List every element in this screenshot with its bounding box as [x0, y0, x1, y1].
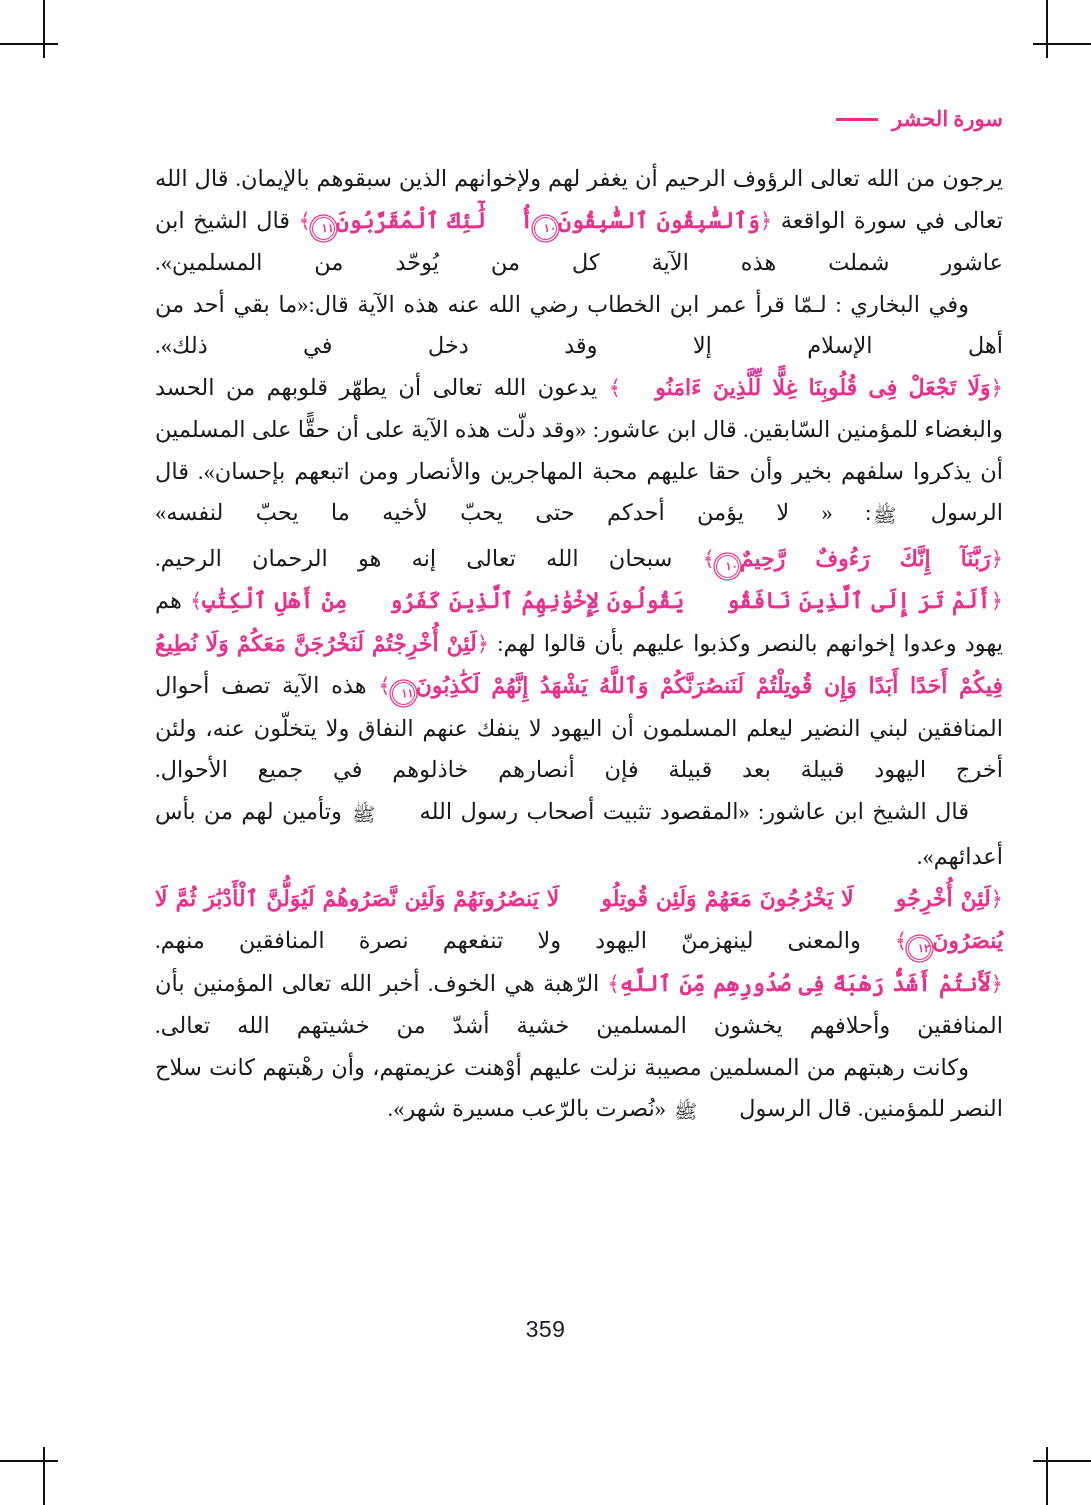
- salawat-icon: ﷺ: [674, 1102, 698, 1123]
- paragraph: [155, 878, 1003, 963]
- text-column: [155, 158, 1003, 1134]
- body-text: وفي البخاري : لـمّا قرأ عمر ابن الخطاب رضي الله عنه هذه الآية قال:«ما بقي أحد من أهل الإسلام إلا وقد دخل في ذلك».: [155, 291, 1003, 358]
- body-text: : « لا يؤمن أحدكم حتى يحبّ لأخيه ما يحبّ لنفسه»: [155, 500, 872, 525]
- crop-mark-top-right-vertical: [1046, 0, 1048, 58]
- paragraph: [155, 158, 1003, 284]
- body-text: وكانت رهبتهم من المسلمين مصيبة نزلت عليهم أوْهنت عزيمتهم، وأن رهْبتهم كانت سلاح النصر للمؤمنين. قال الرسول: [155, 1054, 1003, 1121]
- body-text: والمعنى لينهزمنّ اليهود ولا تنفعهم نصرة المنافقين منهم.: [155, 928, 895, 953]
- crop-mark-top-left-vertical: [43, 0, 45, 58]
- salawat-icon: ﷺ: [873, 506, 897, 527]
- body-text: «نُصرت بالرّعب مسيرة شهر».: [387, 1096, 673, 1121]
- body-text: يدعون الله تعالى أن يطهّر قلوبهم من الحسد والبغضاء للمؤمنين السّابقين. قال ابن عاشور: «وقد دلّت هذه الآية على أن حقًّا على المسلمين أن يذكروا سلفهم بخير وأن حقا عليهم محبة المهاجرين والأنصار ومن اتبعهم بإحسان». قال الرسول: [155, 374, 1003, 525]
- verse-number-medallion: ١٢: [908, 937, 931, 960]
- body-text: هم يهود وعدوا إخوانهم بالنصر وكذبوا عليهم بأن قالوا لهم:: [155, 588, 1004, 656]
- paragraph: [155, 963, 1003, 1047]
- verse-ornament-bracket-icon: ﴾: [378, 674, 391, 698]
- verse-ornament-bracket-icon: ﴾: [608, 375, 622, 400]
- verse-ornament-bracket-icon: ﴾: [298, 208, 311, 233]
- crop-mark-bottom-right-vertical: [1046, 1447, 1048, 1505]
- verse-number-medallion: ١١: [392, 682, 415, 705]
- header-rule-icon: [836, 118, 878, 121]
- crop-mark-top-right-horizontal: [1033, 43, 1091, 45]
- quran-verse-text: وَلَا تَجْعَلْ فِى قُلُوبِنَا غِلًّا لِّلَّذِينَ ءَامَنُوا۟: [621, 374, 991, 400]
- quran-verse-text: أَلَمْ تَرَ إِلَى ٱلَّذِينَ نَافَقُوا۟ يَقُولُونَ لِإِخْوَٰنِهِمُ ٱلَّذِينَ كَفَرُوا۟ مِنْ أَهْلِ ٱلْكِتَٰبِ: [202, 588, 991, 613]
- paragraph: [155, 284, 1003, 367]
- body-text: هذه الآية تصف أحوال المنافقين لبني النضير ليعلم المسلمون أن اليهود لا ينفك عنهم النفاق ولا يتخلّون عنه، ولئن أخرج اليهود قبيلة بعد قبيلة فإن أنصارهم خاذلوهم في جميع الأحوال.: [155, 673, 1003, 782]
- paragraph: [155, 1047, 1003, 1134]
- paragraph: [155, 580, 1003, 791]
- quran-verse-text: لَئِنْ أُخْرِجْتُمْ لَنَخْرُجَنَّ مَعَكُمْ وَلَا نُطِيعُ فِيكُمْ أَحَدًا أَبَدًا وَإِن قُوتِلْتُمْ لَنَنصُرَنَّكُمْ وَٱللَّهُ يَشْهَدُ إِنَّهُمْ لَكَٰذِبُونَ: [155, 630, 1003, 698]
- crop-mark-bottom-left-horizontal: [0, 1460, 58, 1462]
- verse-ornament-bracket-icon: ﴿: [990, 375, 1003, 400]
- quran-verse-text: رَبَّنَآ إِنَّكَ رَءُوفٌ رَّحِيمٌ: [739, 545, 991, 571]
- body-text: وتأمين لهم من بأس أعدائهم».: [155, 798, 1003, 869]
- verse-ornament-bracket-icon: ﴿: [990, 971, 1003, 996]
- verse-number-medallion: ١٠: [716, 555, 739, 578]
- page-number: 359: [525, 1316, 566, 1342]
- crop-mark-top-left-horizontal: [0, 43, 58, 45]
- verse-ornament-bracket-icon: ﴿: [990, 546, 1003, 571]
- verse-ornament-bracket-icon: ﴾: [607, 971, 620, 996]
- paragraph: [155, 791, 1003, 878]
- verse-ornament-bracket-icon: ﴿: [990, 886, 1003, 911]
- quran-verse-text: أُو۟لَٰٓئِكَ ٱلْمُقَرَّبُونَ: [335, 207, 534, 233]
- verse-number-medallion: ١٠: [534, 217, 557, 240]
- body-text: سبحان الله تعالى إنه هو الرحمان الرحيم.: [155, 545, 703, 571]
- crop-mark-bottom-right-horizontal: [1033, 1460, 1091, 1462]
- quran-verse-text: لَئِنْ أُخْرِجُوا۟ لَا يَخْرُجُونَ مَعَهُمْ وَلَئِن قُوتِلُوا۟ لَا يَنصُرُونَهُمْ وَلَئِن نَّصَرُوهُمْ لَيُوَلُّنَّ ٱلْأَدْبَٰرَ ثُمَّ لَا يُنصَرُونَ: [155, 885, 1003, 953]
- paragraph: [155, 538, 1003, 581]
- verse-ornament-bracket-icon: ﴾: [190, 589, 203, 613]
- verse-ornament-bracket-icon: ﴾: [702, 546, 715, 571]
- verse-ornament-bracket-icon: ﴾: [894, 929, 908, 953]
- body-text: الرّهبة هي الخوف. أخبر الله تعالى المؤمنين بأن المنافقين وأحلافهم يخشون المسلمين خشية أشدّ من خشيتهم الله تعالى.: [155, 970, 1003, 1038]
- body-text: قال الشيخ ابن عاشور شملت هذه الآية كل من يُوحّد من المسلمين».: [155, 207, 1003, 275]
- body-text: قال الشيخ ابن عاشور: «المقصود تثبيت أصحاب رسول الله: [411, 798, 969, 824]
- quran-verse-text: وَٱلسَّٰبِقُونَ ٱلسَّٰبِقُونَ: [558, 207, 760, 233]
- paragraph: [155, 367, 1003, 538]
- crop-mark-bottom-left-vertical: [43, 1447, 45, 1505]
- verse-ornament-bracket-icon: ﴿: [990, 589, 1004, 613]
- running-header: [155, 96, 1003, 142]
- quran-verse-text: لَأَنتُمْ أَشَدُّ رَهْبَةً فِى صُدُورِهِم مِّنَ ٱللَّهِ: [619, 970, 991, 996]
- verse-number-medallion: ١١: [312, 217, 335, 240]
- surah-title: سورة الحشر: [892, 106, 1003, 131]
- verse-ornament-bracket-icon: ﴿: [759, 208, 773, 233]
- verse-ornament-bracket-icon: ﴿: [476, 631, 490, 656]
- salawat-icon: ﷺ: [352, 804, 376, 826]
- body-text: يرجون من الله تعالى الرؤوف الرحيم أن يغفر لهم ولإخوانهم الذين سبقوهم بالإيمان. قال الله تعالى في سورة الواقعة: [155, 166, 1004, 233]
